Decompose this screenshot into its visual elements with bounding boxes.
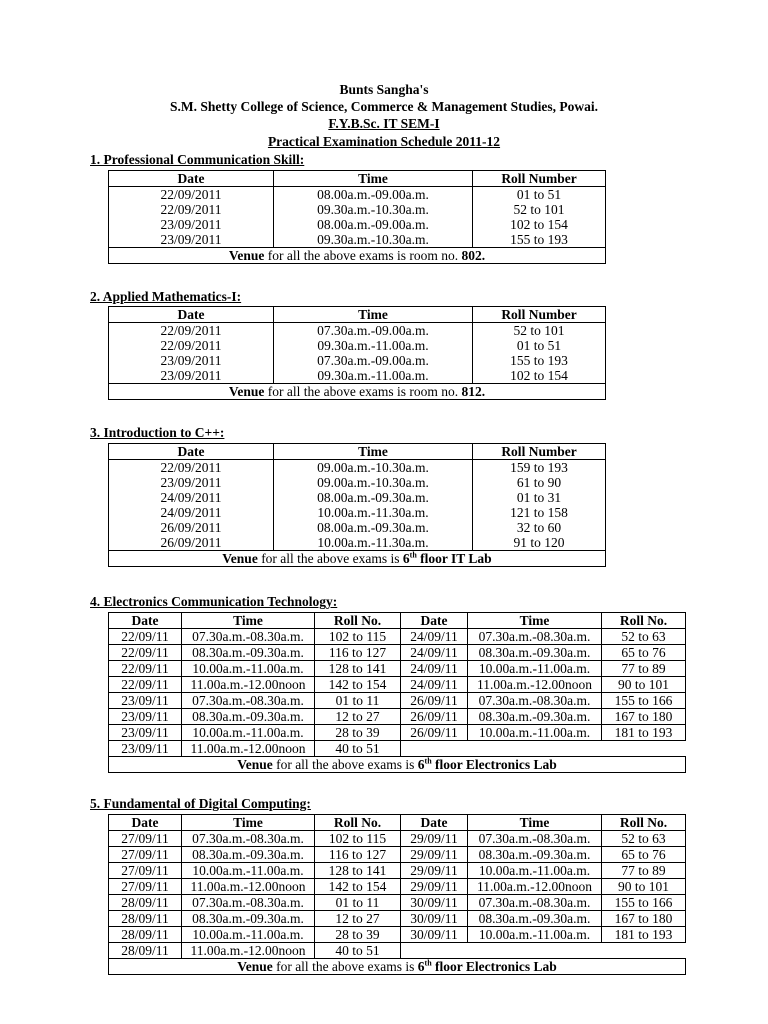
cell: 23/09/2011 bbox=[109, 232, 274, 248]
cell: 61 to 90 bbox=[473, 475, 606, 490]
cell: 07.30a.m.-09.00a.m. bbox=[274, 323, 473, 339]
cell: 52 to 63 bbox=[602, 831, 686, 847]
cell: 08.30a.m.-09.30a.m. bbox=[468, 911, 602, 927]
cell: 22/09/11 bbox=[109, 677, 182, 693]
cell: 08.30a.m.-09.30a.m. bbox=[182, 709, 315, 725]
cell: 09.30a.m.-10.30a.m. bbox=[274, 202, 473, 217]
cell: 23/09/11 bbox=[109, 709, 182, 725]
col-date: Date bbox=[109, 613, 182, 629]
schedule-title: Practical Examination Schedule 2011-12 bbox=[267, 134, 501, 149]
section-2-table bbox=[108, 306, 606, 400]
cell: 102 to 154 bbox=[473, 368, 606, 384]
cell: 08.00a.m.-09.00a.m. bbox=[274, 187, 473, 203]
table-row bbox=[109, 895, 686, 911]
col-date: Date bbox=[401, 613, 468, 629]
cell: 07.30a.m.-08.30a.m. bbox=[468, 693, 602, 709]
cell: 102 to 115 bbox=[315, 831, 401, 847]
venue-row bbox=[109, 551, 606, 567]
cell: 30/09/11 bbox=[401, 895, 468, 911]
cell: 24/09/11 bbox=[401, 645, 468, 661]
col-roll: Roll Number bbox=[473, 171, 606, 187]
venue-cell bbox=[109, 757, 686, 773]
cell: 10.00a.m.-11.00a.m. bbox=[468, 927, 602, 943]
cell: 07.30a.m.-08.30a.m. bbox=[182, 693, 315, 709]
cell: 22/09/11 bbox=[109, 661, 182, 677]
section-5-rows bbox=[109, 831, 686, 959]
cell: 08.30a.m.-09.30a.m. bbox=[182, 645, 315, 661]
cell: 26/09/11 bbox=[401, 693, 468, 709]
cell: 167 to 180 bbox=[602, 911, 686, 927]
table-row bbox=[109, 535, 606, 551]
cell: 26/09/2011 bbox=[109, 520, 274, 535]
cell: 10.00a.m.-11.30a.m. bbox=[274, 535, 473, 551]
col-roll: Roll No. bbox=[315, 815, 401, 831]
cell: 07.30a.m.-08.30a.m. bbox=[468, 629, 602, 645]
col-roll: Roll No. bbox=[602, 613, 686, 629]
venue-sup: th bbox=[424, 756, 432, 766]
cell: 167 to 180 bbox=[602, 709, 686, 725]
cell: 26/09/2011 bbox=[109, 535, 274, 551]
cell: 10.00a.m.-11.00a.m. bbox=[468, 725, 602, 741]
cell: 01 to 31 bbox=[473, 490, 606, 505]
table-header-row bbox=[109, 815, 686, 831]
cell: 32 to 60 bbox=[473, 520, 606, 535]
cell: 10.00a.m.-11.00a.m. bbox=[182, 725, 315, 741]
venue-row bbox=[109, 959, 686, 975]
section-5-table bbox=[108, 814, 686, 975]
cell: 155 to 166 bbox=[602, 895, 686, 911]
table-row bbox=[109, 911, 686, 927]
table-row bbox=[109, 693, 686, 709]
table-row bbox=[109, 927, 686, 943]
cell: 28/09/11 bbox=[109, 911, 182, 927]
cell: 23/09/11 bbox=[109, 693, 182, 709]
table-row bbox=[109, 725, 686, 741]
col-date: Date bbox=[401, 815, 468, 831]
cell: 28/09/11 bbox=[109, 943, 182, 959]
cell: 91 to 120 bbox=[473, 535, 606, 551]
cell: 22/09/11 bbox=[109, 645, 182, 661]
cell: 52 to 101 bbox=[473, 323, 606, 339]
cell: 07.30a.m.-08.30a.m. bbox=[182, 629, 315, 645]
cell: 22/09/2011 bbox=[109, 338, 274, 353]
cell bbox=[401, 741, 686, 757]
section-1-table bbox=[108, 170, 606, 264]
table-header-row bbox=[109, 444, 606, 460]
cell: 90 to 101 bbox=[602, 677, 686, 693]
section-4-heading: 4. Electronics Communication Technology: bbox=[90, 594, 338, 609]
cell: 30/09/11 bbox=[401, 911, 468, 927]
cell: 23/09/11 bbox=[109, 725, 182, 741]
cell: 23/09/2011 bbox=[109, 217, 274, 232]
class-line-wrap bbox=[0, 115, 768, 132]
venue-sup: th bbox=[424, 958, 432, 968]
cell: 77 to 89 bbox=[602, 863, 686, 879]
cell: 27/09/11 bbox=[109, 847, 182, 863]
cell: 23/09/2011 bbox=[109, 353, 274, 368]
venue-row bbox=[109, 757, 686, 773]
table-row bbox=[109, 460, 606, 476]
col-time: Time bbox=[274, 171, 473, 187]
cell: 12 to 27 bbox=[315, 709, 401, 725]
cell: 155 to 193 bbox=[473, 353, 606, 368]
cell: 08.30a.m.-09.30a.m. bbox=[468, 847, 602, 863]
cell: 10.00a.m.-11.00a.m. bbox=[468, 863, 602, 879]
cell: 24/09/11 bbox=[401, 629, 468, 645]
cell: 155 to 193 bbox=[473, 232, 606, 248]
cell: 22/09/2011 bbox=[109, 187, 274, 203]
section-1-heading: 1. Professional Communication Skill: bbox=[90, 152, 305, 167]
table-row bbox=[109, 943, 686, 959]
col-time: Time bbox=[182, 815, 315, 831]
cell: 27/09/11 bbox=[109, 831, 182, 847]
table-row bbox=[109, 709, 686, 725]
org-name: Bunts Sangha's bbox=[339, 82, 429, 97]
cell: 01 to 11 bbox=[315, 895, 401, 911]
cell: 01 to 11 bbox=[315, 693, 401, 709]
section-5-heading: 5. Fundamental of Digital Computing: bbox=[90, 796, 311, 811]
cell: 08.00a.m.-09.30a.m. bbox=[274, 490, 473, 505]
cell: 24/09/11 bbox=[401, 677, 468, 693]
cell: 22/09/11 bbox=[109, 629, 182, 645]
cell: 181 to 193 bbox=[602, 927, 686, 943]
cell: 52 to 101 bbox=[473, 202, 606, 217]
cell: 30/09/11 bbox=[401, 927, 468, 943]
section-4-table bbox=[108, 612, 686, 773]
cell: 07.30a.m.-09.00a.m. bbox=[274, 353, 473, 368]
table-row bbox=[109, 863, 686, 879]
col-date: Date bbox=[109, 171, 274, 187]
venue-place: floor Electronics Lab bbox=[431, 757, 557, 772]
cell: 11.00a.m.-12.00noon bbox=[182, 943, 315, 959]
table-row bbox=[109, 645, 686, 661]
venue-cell bbox=[109, 551, 606, 567]
cell: 26/09/11 bbox=[401, 725, 468, 741]
venue-place: floor Electronics Lab bbox=[431, 959, 557, 974]
cell: 102 to 115 bbox=[315, 629, 401, 645]
cell: 40 to 51 bbox=[315, 943, 401, 959]
section-4-rows bbox=[109, 629, 686, 757]
cell: 90 to 101 bbox=[602, 879, 686, 895]
cell: 159 to 193 bbox=[473, 460, 606, 476]
cell: 28 to 39 bbox=[315, 927, 401, 943]
col-roll: Roll Number bbox=[473, 444, 606, 460]
cell: 142 to 154 bbox=[315, 677, 401, 693]
table-row bbox=[109, 520, 606, 535]
table-row bbox=[109, 741, 686, 757]
venue-label: Venue bbox=[237, 757, 273, 772]
venue-text: for all the above exams is bbox=[272, 757, 418, 772]
table-row bbox=[109, 202, 606, 217]
cell: 121 to 158 bbox=[473, 505, 606, 520]
title-line-wrap bbox=[0, 133, 768, 150]
cell: 09.30a.m.-10.30a.m. bbox=[274, 232, 473, 248]
cell: 128 to 141 bbox=[315, 863, 401, 879]
table-row bbox=[109, 661, 686, 677]
venue-floor: 6 bbox=[402, 551, 410, 566]
col-time: Time bbox=[468, 815, 602, 831]
col-time: Time bbox=[274, 307, 473, 323]
cell: 11.00a.m.-12.00noon bbox=[468, 677, 602, 693]
cell: 24/09/2011 bbox=[109, 505, 274, 520]
section-2-heading: 2. Applied Mathematics-I: bbox=[90, 289, 242, 304]
cell: 07.30a.m.-08.30a.m. bbox=[468, 895, 602, 911]
cell: 142 to 154 bbox=[315, 879, 401, 895]
cell: 11.00a.m.-12.00noon bbox=[468, 879, 602, 895]
cell: 10.00a.m.-11.00a.m. bbox=[468, 661, 602, 677]
col-date: Date bbox=[109, 815, 182, 831]
venue-label: Venue bbox=[228, 248, 265, 263]
cell: 08.30a.m.-09.30a.m. bbox=[468, 709, 602, 725]
venue-row bbox=[109, 384, 606, 400]
section-3-table bbox=[108, 443, 606, 567]
table-row bbox=[109, 677, 686, 693]
cell: 11.00a.m.-12.00noon bbox=[182, 879, 315, 895]
cell: 08.00a.m.-09.30a.m. bbox=[274, 520, 473, 535]
col-time: Time bbox=[182, 613, 315, 629]
table-row bbox=[109, 323, 606, 339]
venue-floor: 6 bbox=[417, 959, 425, 974]
table-row bbox=[109, 353, 606, 368]
venue-cell bbox=[109, 384, 606, 400]
table-row bbox=[109, 505, 606, 520]
venue-floor: 6 bbox=[417, 757, 425, 772]
table-row bbox=[109, 475, 606, 490]
cell: 08.30a.m.-09.30a.m. bbox=[182, 911, 315, 927]
table-row bbox=[109, 217, 606, 232]
cell: 29/09/11 bbox=[401, 879, 468, 895]
cell: 09.00a.m.-10.30a.m. bbox=[274, 460, 473, 476]
col-roll: Roll No. bbox=[315, 613, 401, 629]
venue-sup: th bbox=[409, 550, 417, 560]
cell: 07.30a.m.-08.30a.m. bbox=[182, 831, 315, 847]
col-date: Date bbox=[109, 444, 274, 460]
venue-text: for all the above exams is room no. bbox=[264, 248, 462, 263]
venue-cell bbox=[109, 959, 686, 975]
col-roll: Roll Number bbox=[473, 307, 606, 323]
cell: 40 to 51 bbox=[315, 741, 401, 757]
venue-text: for all the above exams is bbox=[257, 551, 403, 566]
cell: 29/09/11 bbox=[401, 831, 468, 847]
cell: 01 to 51 bbox=[473, 187, 606, 203]
cell: 08.30a.m.-09.30a.m. bbox=[182, 847, 315, 863]
cell: 116 to 127 bbox=[315, 645, 401, 661]
college-name: S.M. Shetty College of Science, Commerce & Management Studies, Powai. bbox=[170, 99, 598, 114]
cell bbox=[401, 943, 686, 959]
cell: 07.30a.m.-08.30a.m. bbox=[468, 831, 602, 847]
cell: 07.30a.m.-08.30a.m. bbox=[182, 895, 315, 911]
cell: 01 to 51 bbox=[473, 338, 606, 353]
cell: 27/09/11 bbox=[109, 879, 182, 895]
venue-text: for all the above exams is bbox=[272, 959, 418, 974]
cell: 10.00a.m.-11.00a.m. bbox=[182, 661, 315, 677]
section-3-heading: 3. Introduction to C++: bbox=[90, 425, 225, 440]
cell: 155 to 166 bbox=[602, 693, 686, 709]
table-header-row bbox=[109, 171, 606, 187]
col-time: Time bbox=[274, 444, 473, 460]
table-row bbox=[109, 368, 606, 384]
cell: 09.00a.m.-10.30a.m. bbox=[274, 475, 473, 490]
cell: 28/09/11 bbox=[109, 895, 182, 911]
cell: 28/09/11 bbox=[109, 927, 182, 943]
cell: 29/09/11 bbox=[401, 863, 468, 879]
cell: 22/09/2011 bbox=[109, 460, 274, 476]
cell: 09.30a.m.-11.00a.m. bbox=[274, 338, 473, 353]
table-row bbox=[109, 879, 686, 895]
table-row bbox=[109, 831, 686, 847]
cell: 08.30a.m.-09.30a.m. bbox=[468, 645, 602, 661]
venue-place: floor IT Lab bbox=[416, 551, 492, 566]
cell: 23/09/2011 bbox=[109, 368, 274, 384]
table-row bbox=[109, 338, 606, 353]
cell: 23/09/11 bbox=[109, 741, 182, 757]
cell: 10.00a.m.-11.30a.m. bbox=[274, 505, 473, 520]
cell: 22/09/2011 bbox=[109, 323, 274, 339]
cell: 10.00a.m.-11.00a.m. bbox=[182, 863, 315, 879]
venue-label: Venue bbox=[222, 551, 258, 566]
cell: 181 to 193 bbox=[602, 725, 686, 741]
venue-label: Venue bbox=[228, 384, 265, 399]
col-roll: Roll No. bbox=[602, 815, 686, 831]
cell: 08.00a.m.-09.00a.m. bbox=[274, 217, 473, 232]
cell: 24/09/2011 bbox=[109, 490, 274, 505]
col-time: Time bbox=[468, 613, 602, 629]
cell: 28 to 39 bbox=[315, 725, 401, 741]
table-header-row bbox=[109, 613, 686, 629]
cell: 27/09/11 bbox=[109, 863, 182, 879]
cell: 11.00a.m.-12.00noon bbox=[182, 741, 315, 757]
venue-label: Venue bbox=[237, 959, 273, 974]
cell: 77 to 89 bbox=[602, 661, 686, 677]
cell: 12 to 27 bbox=[315, 911, 401, 927]
table-header-row bbox=[109, 307, 606, 323]
cell: 128 to 141 bbox=[315, 661, 401, 677]
table-row bbox=[109, 490, 606, 505]
venue-place: 812. bbox=[461, 384, 486, 399]
cell: 116 to 127 bbox=[315, 847, 401, 863]
venue-cell bbox=[109, 248, 606, 264]
cell: 65 to 76 bbox=[602, 645, 686, 661]
cell: 11.00a.m.-12.00noon bbox=[182, 677, 315, 693]
cell: 24/09/11 bbox=[401, 661, 468, 677]
table-row bbox=[109, 187, 606, 203]
venue-text: for all the above exams is room no. bbox=[264, 384, 462, 399]
cell: 26/09/11 bbox=[401, 709, 468, 725]
cell: 29/09/11 bbox=[401, 847, 468, 863]
venue-place: 802. bbox=[461, 248, 486, 263]
cell: 23/09/2011 bbox=[109, 475, 274, 490]
col-date: Date bbox=[109, 307, 274, 323]
cell: 10.00a.m.-11.00a.m. bbox=[182, 927, 315, 943]
table-row bbox=[109, 232, 606, 248]
cell: 22/09/2011 bbox=[109, 202, 274, 217]
venue-row bbox=[109, 248, 606, 264]
table-row bbox=[109, 629, 686, 645]
cell: 102 to 154 bbox=[473, 217, 606, 232]
cell: 65 to 76 bbox=[602, 847, 686, 863]
cell: 09.30a.m.-11.00a.m. bbox=[274, 368, 473, 384]
table-row bbox=[109, 847, 686, 863]
cell: 52 to 63 bbox=[602, 629, 686, 645]
class-name: F.Y.B.Sc. IT SEM-I bbox=[328, 116, 440, 131]
